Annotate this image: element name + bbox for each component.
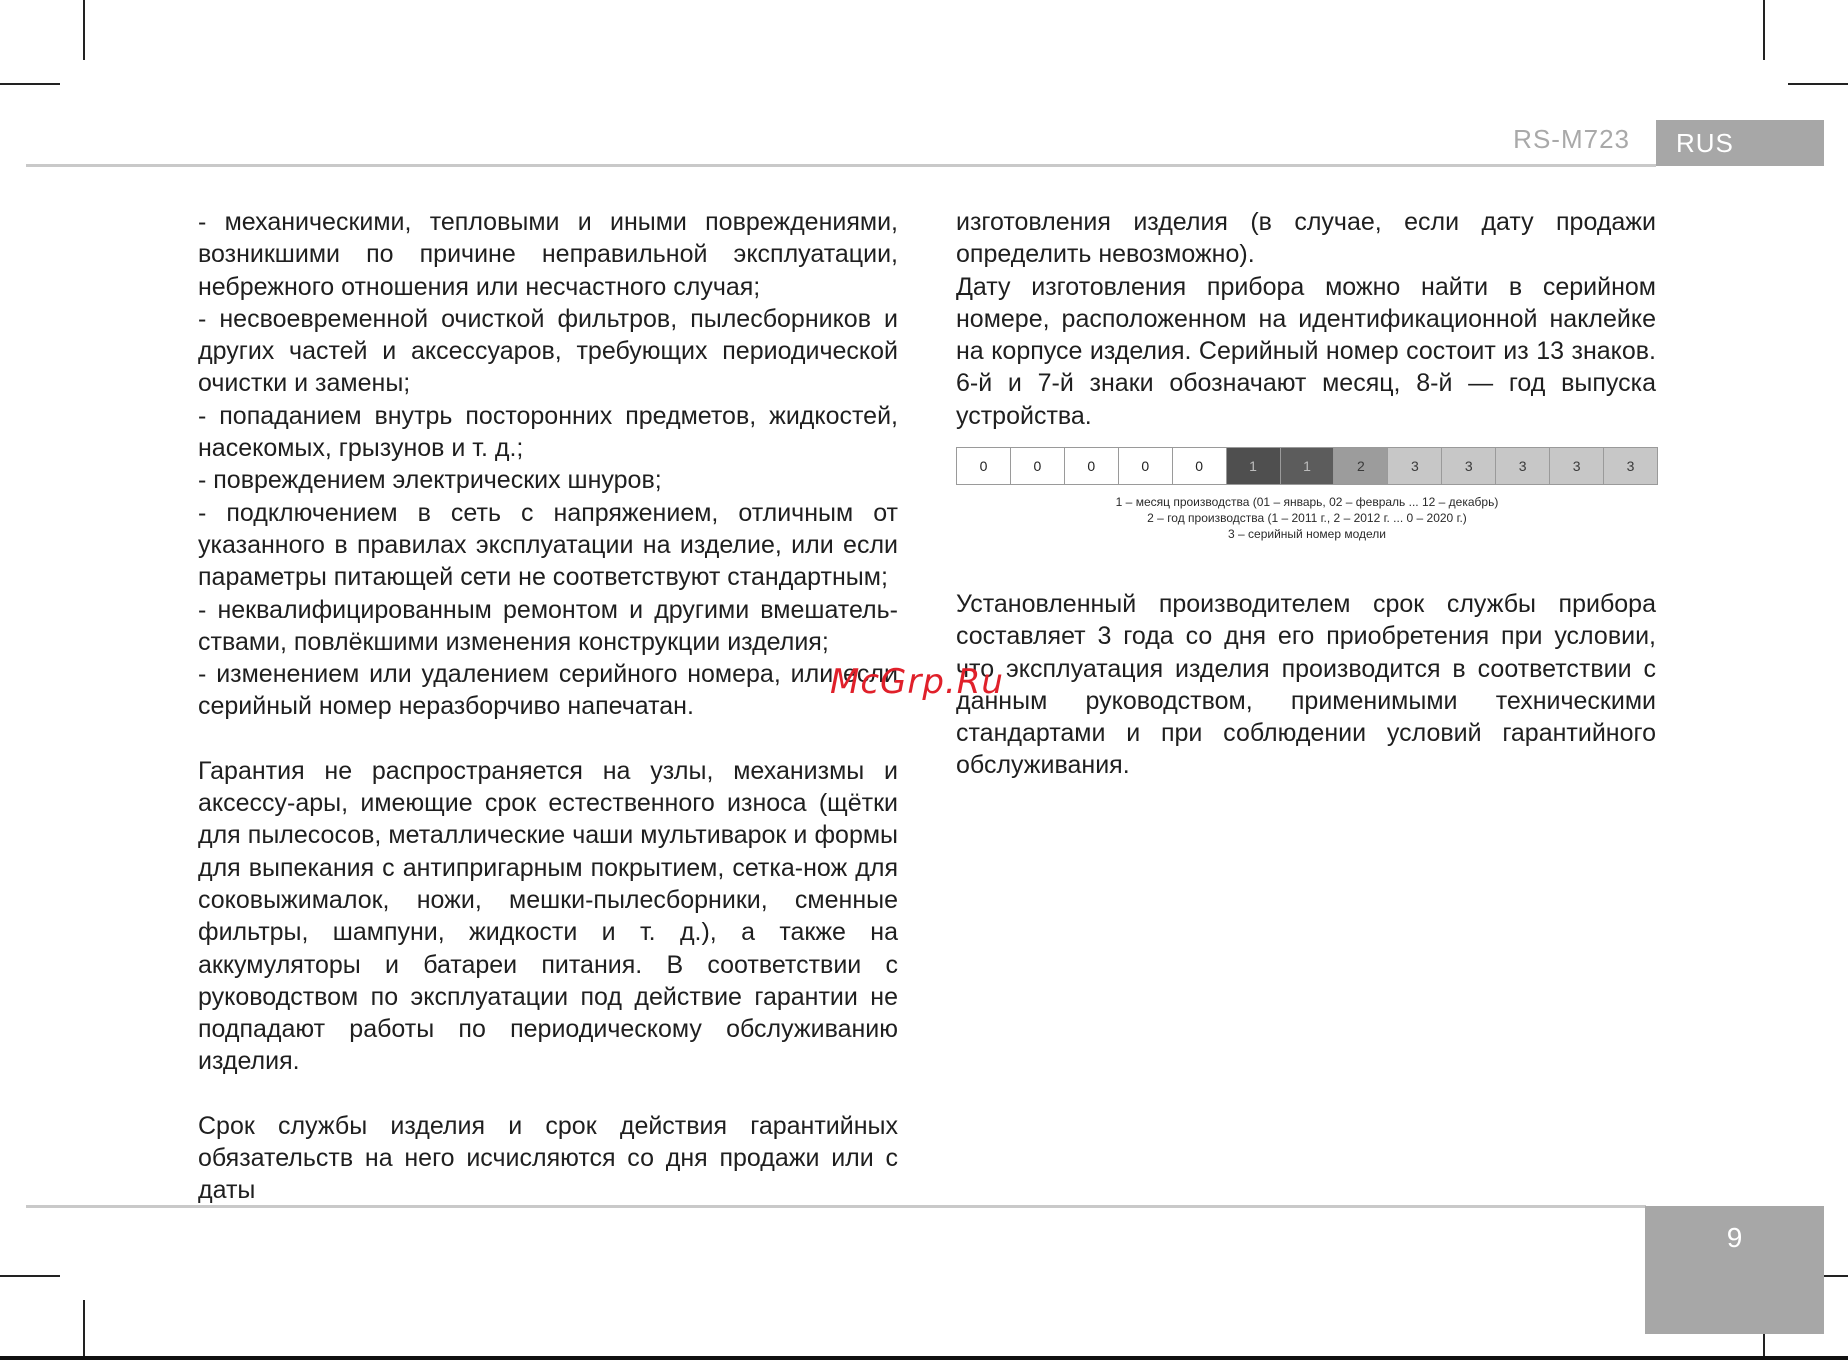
serial-digit-cell: 0 (1065, 448, 1119, 484)
crop-mark-bottom-left-vertical (83, 1300, 85, 1356)
crop-mark-top-left-horizontal (0, 83, 60, 85)
page-number-box (1645, 1206, 1824, 1334)
serial-digit-cell: 1 (1281, 448, 1335, 484)
header-rule (26, 164, 1656, 167)
serial-digit-cell: 2 (1334, 448, 1388, 484)
paragraph: Дату изготовления прибора можно найти в серийном номере, расположенном на идентификационной наклейке на корпусе изделия. Серийный номер состоит из 13 знаков. 6-й и 7-й знаки обозначают месяц, 8-й — год выпуска устройства. (956, 272, 1656, 430)
paragraph: - подключением в сеть с напряжением, отличным от указанного в правилах эксплуатации на изделие, или если параметры питающей сети не соответствуют стандартным; (198, 498, 898, 592)
serial-caption-line: 3 – серийный номер модели (1228, 527, 1386, 541)
paragraph: - механическими, тепловыми и иными повреждениями, возникшими по причине неправильной эксплуатации, небрежного отношения или несчастного случая; (198, 208, 898, 301)
model-label: RS-M723 (1513, 124, 1630, 154)
serial-digit-cell: 3 (1496, 448, 1550, 484)
serial-digit-cell: 0 (1119, 448, 1173, 484)
paragraph: Гарантия не распространяется на узлы, механизмы и аксессу-ары, имеющие срок естественного износа (щётки для пылесосов, металлические чаши мультиварок и формы для выпекания с антипригарным покрытием, сетка-нож для соковыжималок, ножи, мешки-пылесборники, сменные фильтры, шампуни, жидкости и т. д.), а также на аккумуляторы и батареи питания. В соответствии с руководством по эксплуатации под действие гарантии не подпадают работы по периодическому обслуживанию изделия. (198, 756, 898, 1076)
language-tab: RUS (1656, 120, 1824, 166)
crop-mark-top-right-vertical (1763, 0, 1765, 60)
serial-caption-line: 1 – месяц производства (01 – январь, 02 – февраль ... 12 – декабрь) (1115, 495, 1499, 509)
crop-mark-bottom-left-horizontal (0, 1275, 60, 1277)
serial-digit-cell: 0 (1173, 448, 1227, 484)
paragraph: - изменением или удалением серийного номера, или если серийный номер неразборчиво напечатан. (198, 660, 898, 721)
paragraph: - повреждением электрических шнуров; (198, 466, 662, 495)
crop-mark-top-right-horizontal (1788, 83, 1848, 85)
paragraph: Срок службы изделия и срок действия гарантийных обязательств на него исчисляются со дня продажи или с даты (198, 1111, 898, 1205)
serial-digit-cell: 3 (1388, 448, 1442, 484)
serial-digit-cell: 0 (1011, 448, 1065, 484)
paragraph: - неквалифицированным ремонтом и другими вмешатель-ствами, повлёкшими изменения конструкции изделия; (198, 595, 898, 656)
serial-digit-cell: 3 (1442, 448, 1496, 484)
serial-digit-cell: 1 (1227, 448, 1281, 484)
left-column (198, 206, 898, 1207)
page-bottom-edge (0, 1356, 1848, 1360)
right-column-bottom (956, 588, 1656, 782)
serial-digit-cell: 0 (957, 448, 1011, 484)
watermark: McGrp.Ru (830, 662, 1004, 702)
crop-mark-top-left-vertical (83, 0, 85, 60)
paragraph: Установленный производителем срок службы прибора составляет 3 года со дня его приобретения при условии, что эксплуатация изделия производится в соответствии с данным руководством, применимыми техническими стандартами и при соблюдении условий гарантийного обслуживания. (956, 590, 1656, 780)
paragraph: изготовления изделия (в случае, если дату продажи определить невозможно). (956, 208, 1656, 269)
right-column-top (956, 206, 1656, 432)
serial-digit-cell: 3 (1550, 448, 1604, 484)
page-number: 9 (1726, 1222, 1743, 1253)
paragraph: - несвоевременной очисткой фильтров, пылесборников и других частей и аксессуаров, требующих периодической очистки и замены; (198, 304, 898, 398)
serial-number-diagram (956, 447, 1658, 485)
paragraph: - попаданием внутрь посторонних предметов, жидкостей, насекомых, грызунов и т. д.; (198, 401, 898, 463)
serial-diagram-captions (956, 494, 1658, 542)
serial-digit-cell: 3 (1604, 448, 1657, 484)
serial-caption-line: 2 – год производства (1 – 2011 г., 2 – 2012 г. ... 0 – 2020 г.) (1147, 511, 1467, 525)
